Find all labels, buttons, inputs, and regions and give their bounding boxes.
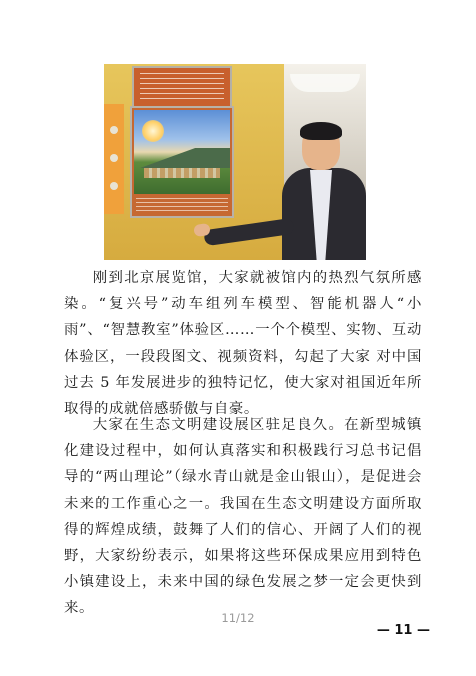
panel-dot <box>110 182 118 190</box>
exhibit-caption <box>136 198 228 212</box>
hair <box>300 122 342 140</box>
panel-dot <box>110 126 118 134</box>
ceiling-light <box>290 74 360 92</box>
paragraph-1: 刚到北京展览馆，大家就被馆内的热烈气氛所感染。“复兴号”动车组列车模型、智能机器人“小雨”、“智慧教室”体验区……一个个模型、实物、互动体验区，一段段图文、视频资料，勾起了大家 对中国过去 5 年发展进步的独特记忆，使大家对祖国近年所取得的成就倍感骄傲与自豪。 <box>64 270 422 418</box>
landscape-image <box>134 110 230 194</box>
exhibition-photo <box>104 64 366 260</box>
page-number: — 11 — <box>376 623 430 638</box>
exhibit-panel-text <box>140 73 224 99</box>
panel-dot <box>110 154 118 162</box>
exhibit-landscape-panel <box>130 106 234 218</box>
visitor <box>276 124 366 260</box>
sun <box>142 120 164 142</box>
exhibit-panel-top <box>132 66 232 108</box>
paragraph-2: 大家在生态文明建设展区驻足良久。在新型城镇化建设过程中，如何认真落实和积极践行习总书记倡导的“两山理论”（绿水青山就是金山银山），是促进会未来的工作重心之一。我国在生态文明建设方面所取得的辉煌成绩，鼓舞了人们的信心、开阔了人们的视野，大家纷纷表示，如果将这些环保成果应用到特色小镇建设上，未来中国的绿色发展之梦一定会更快到来。 <box>64 417 422 617</box>
viewer-page-counter: 11/12 <box>221 611 255 625</box>
mountain <box>134 148 230 168</box>
exhibit-panel-left <box>104 104 124 214</box>
town <box>144 168 220 178</box>
